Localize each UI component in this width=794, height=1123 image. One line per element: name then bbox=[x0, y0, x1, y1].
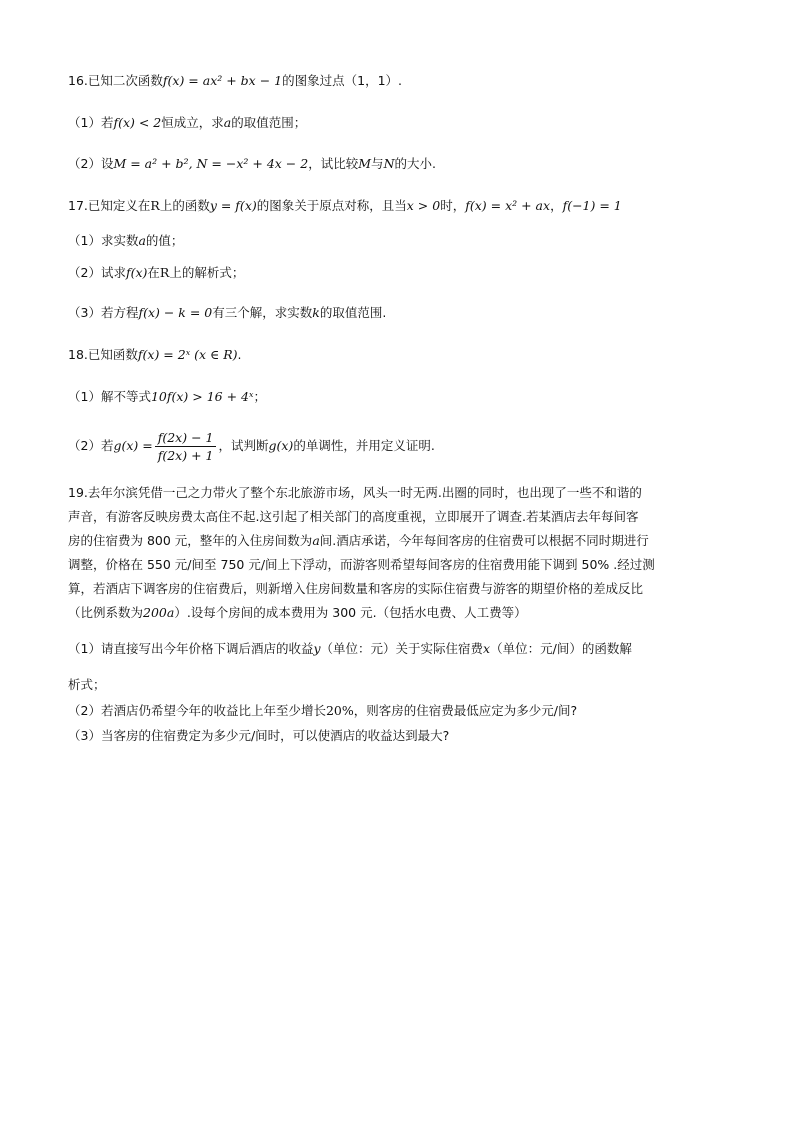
text: 的取值范围； bbox=[231, 115, 307, 130]
formula: g(x) = bbox=[113, 438, 153, 453]
variable: M bbox=[358, 156, 372, 171]
formula: g(x) bbox=[268, 438, 294, 453]
text: 的单调性，并用定义证明. bbox=[293, 438, 435, 453]
text: 的取值范围. bbox=[319, 305, 387, 320]
problem-16-q2 bbox=[68, 153, 436, 175]
text: 时， bbox=[440, 198, 466, 213]
formula: 10f(x) > 16 + 4ˣ bbox=[150, 389, 254, 404]
formula: f(x) = ax² + bx − 1 bbox=[162, 73, 283, 88]
text: （1）求实数 bbox=[68, 233, 139, 248]
text: （1）解不等式 bbox=[68, 389, 151, 404]
problem-19-line-2: 声音，有游客反映房费太高住不起.这引起了相关部门的高度重视，立即展开了调查.若某酒店去年每间客 bbox=[68, 509, 639, 524]
text: 16.已知二次函数 bbox=[68, 73, 163, 88]
problem-18-q1 bbox=[68, 386, 266, 408]
variable: 200a bbox=[143, 605, 175, 620]
variable: N bbox=[383, 156, 395, 171]
formula: f(x) = x² + ax bbox=[465, 198, 551, 213]
formula: f(−1) = 1 bbox=[562, 198, 622, 213]
problem-17-stem bbox=[68, 195, 622, 217]
text: 上的函数 bbox=[159, 198, 210, 213]
problem-19-q2 bbox=[68, 700, 577, 722]
formula: f(x) − k = 0 bbox=[138, 305, 213, 320]
text: 的大小. bbox=[394, 156, 436, 171]
text: （1）若 bbox=[68, 115, 114, 130]
text: （比例系数为 bbox=[68, 605, 144, 620]
text: ， bbox=[550, 198, 563, 213]
formula: f(x) < 2 bbox=[113, 115, 162, 130]
text: ，试判断 bbox=[218, 438, 269, 453]
text: 与 bbox=[371, 156, 384, 171]
text: . bbox=[237, 347, 242, 362]
variable: x bbox=[483, 641, 491, 656]
text: 房的住宿费为 800 元，整年的入住房间数为 bbox=[68, 533, 313, 548]
variable: y bbox=[313, 641, 321, 656]
text: 恒成立，求 bbox=[161, 115, 224, 130]
text: （3）若方程 bbox=[68, 305, 139, 320]
text: 间.酒店承诺，今年每间客房的住宿费可以根据不同时期进行 bbox=[319, 533, 649, 548]
fraction bbox=[155, 429, 217, 464]
problem-19-line-6 bbox=[68, 602, 527, 624]
formula: y = f(x) bbox=[209, 198, 257, 213]
problem-19-q1-cont: 析式； bbox=[68, 677, 106, 692]
text: （单位：元/间）的函数解 bbox=[490, 641, 632, 656]
fraction-numerator: f(2x) − 1 bbox=[155, 429, 217, 447]
problem-17-q3 bbox=[68, 302, 386, 324]
text: 18.已知函数 bbox=[68, 347, 138, 362]
text: （2）试求 bbox=[68, 265, 126, 280]
percent: 20% bbox=[325, 703, 354, 718]
formula: x > 0 bbox=[406, 198, 441, 213]
problem-16-q1 bbox=[68, 112, 306, 134]
problem-16-stem bbox=[68, 70, 402, 92]
problem-19-line-5: 算，若酒店下调客房的住宿费后，则新增入住房间数量和客房的实际住宿费与游客的期望价格的差成反比 bbox=[68, 581, 644, 596]
set-R: R bbox=[150, 198, 160, 213]
set-R: R bbox=[159, 265, 170, 280]
text: 在 bbox=[147, 265, 160, 280]
variable: a bbox=[223, 115, 232, 130]
text: 有三个解，求实数 bbox=[212, 305, 313, 320]
variable: a bbox=[312, 533, 320, 548]
problem-18-stem bbox=[68, 344, 242, 366]
text: 的图象过点（1，1）. bbox=[282, 73, 402, 88]
problem-19-line-3 bbox=[68, 530, 649, 552]
variable: k bbox=[312, 305, 320, 320]
text: （2）设 bbox=[68, 156, 114, 171]
text: ，试比较 bbox=[308, 156, 359, 171]
text: ； bbox=[253, 389, 266, 404]
formula: f(x) = 2ˣ (x ∈ R) bbox=[137, 347, 238, 362]
problem-19-q1 bbox=[68, 638, 632, 660]
problem-19-line-4: 调整，价格在 550 元/间至 750 元/间上下浮动，而游客则希望每间客房的住宿费用能下调到 50% .经过测 bbox=[68, 557, 655, 572]
variable: a bbox=[138, 233, 146, 248]
text: （1）请直接写出今年价格下调后酒店的收益 bbox=[68, 641, 314, 656]
text: 的图象关于原点对称，且当 bbox=[256, 198, 407, 213]
text: 的值； bbox=[145, 233, 184, 248]
formula: f(x) bbox=[125, 265, 148, 280]
text: （2）若酒店仍希望今年的收益比上年至少增长 bbox=[68, 703, 326, 718]
problem-19-line-1: 19.去年尔滨凭借一己之力带火了整个东北旅游市场，风头一时无两.出圈的同时，也出现了一些不和谐的 bbox=[68, 485, 642, 500]
text: 17.已知定义在 bbox=[68, 198, 151, 213]
problem-17-q1 bbox=[68, 230, 183, 252]
problem-17-q2 bbox=[68, 262, 244, 284]
text: ，则客房的住宿费最低应定为多少元/间? bbox=[353, 703, 578, 718]
text: 上的解析式； bbox=[169, 265, 245, 280]
problem-18-q2 bbox=[68, 426, 435, 466]
formula: M = a² + b², N = −x² + 4x − 2 bbox=[113, 156, 309, 171]
fraction-denominator: f(2x) + 1 bbox=[157, 448, 214, 463]
text: （单位：元）关于实际住宿费 bbox=[320, 641, 484, 656]
problem-19-q3: （3）当客房的住宿费定为多少元/间时，可以使酒店的收益达到最大? bbox=[68, 728, 450, 743]
text: ）.设每个房间的成本费用为 300 元.（包括水电费、人工费等） bbox=[174, 605, 527, 620]
text: （2）若 bbox=[68, 438, 114, 453]
